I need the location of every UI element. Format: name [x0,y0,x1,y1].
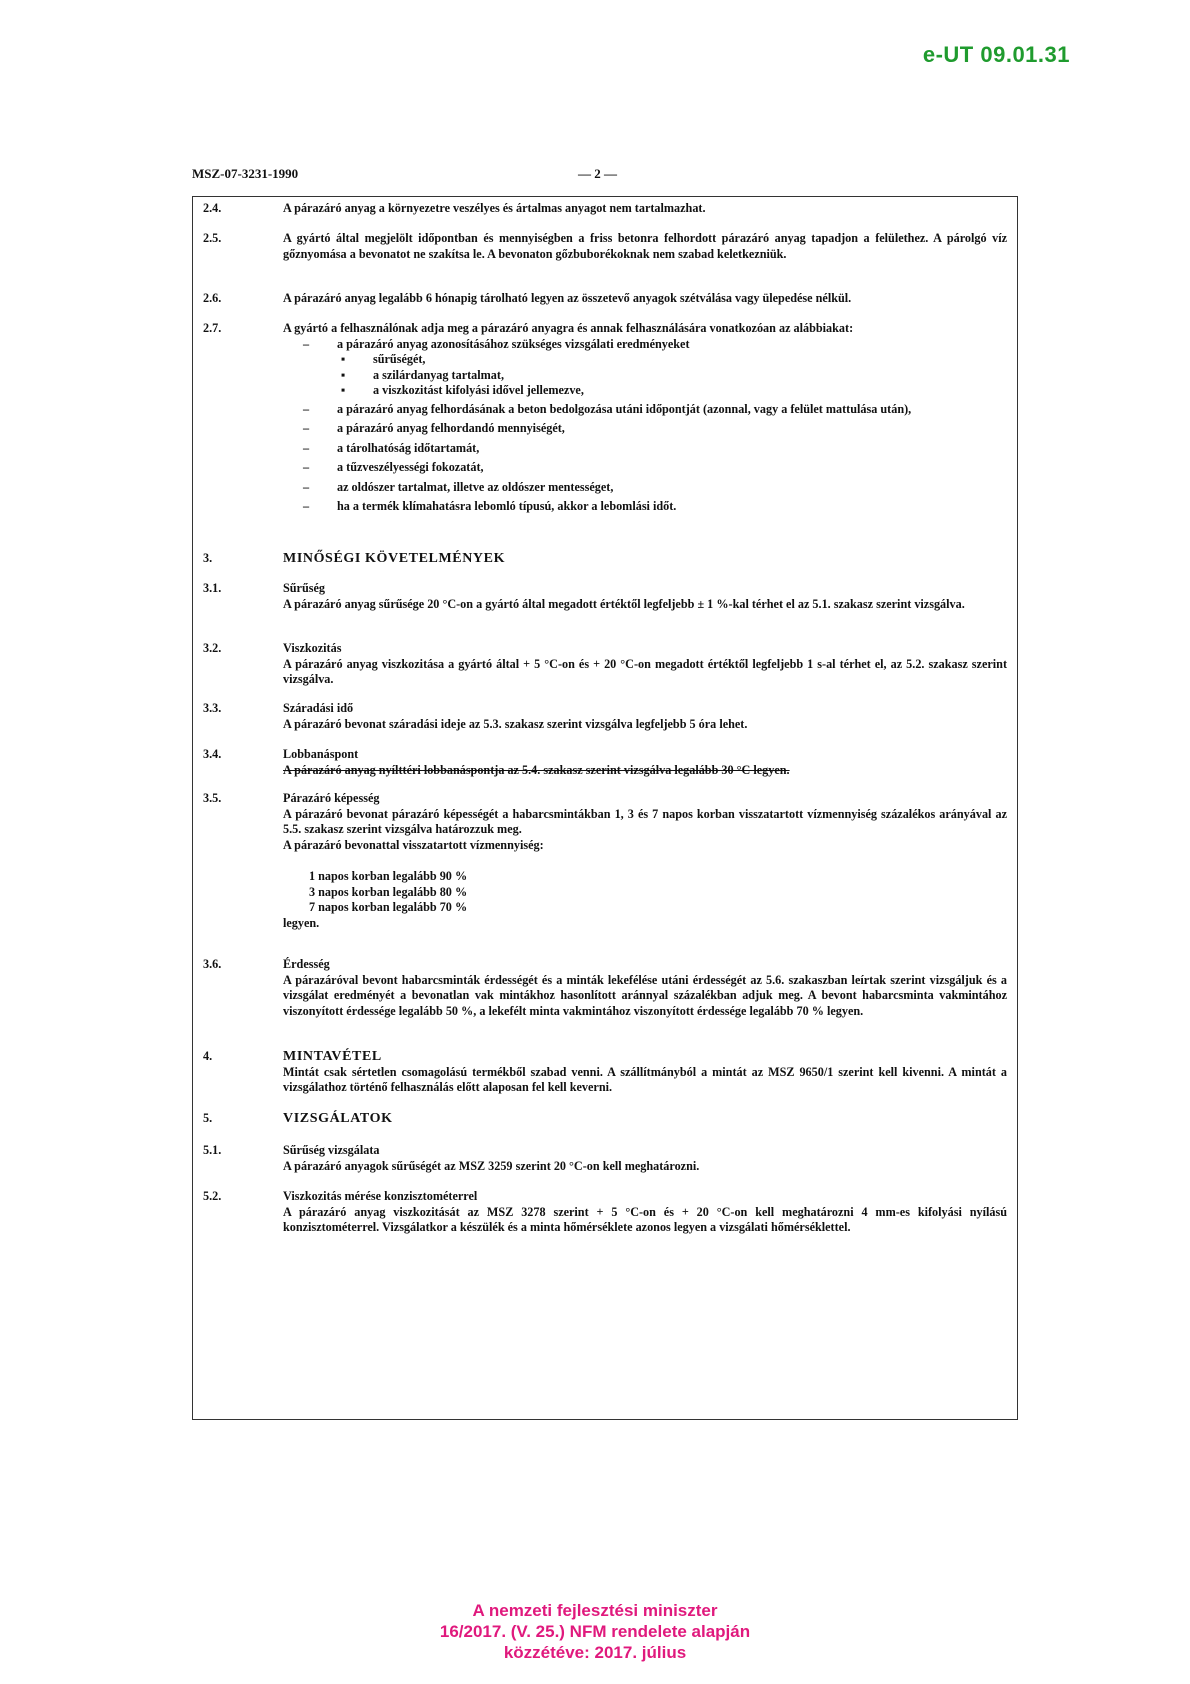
section-text: A párazáró anyag nyílttéri lobbanáspontja az 5.4. szakasz szerint vizsgálva legalább 30 °C legyen. [283,762,790,777]
section-text: A párazáró anyagok sűrűségét az MSZ 3259 szerint 20 °C-on kell meghatározni. [283,1158,700,1173]
list-item: – a párazáró anyag felhordandó mennyiségét, [303,421,565,435]
section-heading: MINŐSÉGI KÖVETELMÉNYEK [283,551,506,566]
section-heading: VIZSGÁLATOK [283,1111,393,1126]
footer-line: 16/2017. (V. 25.) NFM rendelete alapján [439,1622,751,1641]
subsection-title: Sűrűség [283,581,325,595]
list-item: – a tárolhatóság időtartamát, [303,440,480,455]
section-text: A párazáró anyag legalább 6 hónapig tárolható legyen az összetevő anyagok szétválása vagy ülepedése nélkül. [283,291,852,305]
section-number: 2.6. [203,291,222,305]
list-item: 1 napos korban legalább 90 % [309,869,468,883]
page-number: — 2 — [578,166,617,181]
standard-number: MSZ-07-3231-1990 [192,166,299,181]
subsection-title: Viszkozitás mérése konzisztométerrel [283,1189,478,1203]
section-number: 2.5. [203,231,222,245]
section-text: A párazáró anyag viszkozitását az MSZ 3278 szerint + 5 °C-on és + 20 °C-on kell meghatározni 4 mm-es kifolyási nyílású konzisztométerrel. Vizsgálatkor a készülék és a minta hőmérséklete azonos legyen a vizsgálati hőmérséklettel. [283,1204,1007,1234]
section-number: 3. [203,551,213,565]
subsection-title: Viszkozitás [283,641,342,655]
subsection-title: Lobbanáspont [283,747,359,761]
list-item: – a párazáró anyag felhordásának a beton bedolgozása utáni időpontját (azonnal, vagy a felület mattulása után), [303,401,912,416]
section-number: 3.1. [203,581,222,595]
list-item: 7 napos korban legalább 70 % [309,900,468,914]
section-number: 3.2. [203,641,222,655]
section-text: A párazáró anyag a környezetre veszélyes és ártalmas anyagot nem tartalmazhat. [283,201,706,215]
subsection-title: Párazáró képesség [283,791,380,805]
section-text: A párazáró bevonat párazáró képességét a habarcsmintákban 1, 3 és 7 napos korban visszatartott vízmennyiség százalékos arányával az 5.5. szakasz szerint vizsgálva határozzuk meg. [283,806,1007,836]
list-item: – az oldószer tartalmat, illetve az oldószer mentességet, [303,479,614,494]
footer-line: A nemzeti fejlesztési miniszter [472,1601,718,1620]
list-item: ▪ a szilárdanyag tartalmat, [341,367,504,382]
section-number: 2.4. [203,201,222,215]
section-text: A párazáró anyag viszkozitása a gyártó által + 5 °C-on és + 20 °C-on megadott értéktől legfeljebb 1 s-al térhet el, az 5.2. szakasz szerint vizsgálva. [283,656,1007,686]
publication-footer [0,1600,1190,1663]
section-number: 3.3. [203,701,222,715]
section-text: A párazáróval bevont habarcsminták érdességét és a minták lekefélése utáni érdességét az 5.6. szakaszban leírtak szerint vizsgáljuk és a vizsgálat eredményét a bevonatlan vak mintákhoz hasonlított aránnyal százalékban adjuk meg. A bevont habarcsminta vakmintához viszonyított érdessége legalább 50 %, a lekefélt minta vakmintához viszonyított érdessége legalább 70 % legyen. [283,972,1007,1018]
footer-line: közzétéve: 2017. július [503,1643,687,1662]
section-text: legyen. [283,915,320,930]
section-text: A párazáró bevonat száradási ideje az 5.3. szakasz szerint vizsgálva legfeljebb 5 óra lehet. [283,716,748,731]
section-heading: MINTAVÉTEL [283,1049,382,1064]
subsection-title: Száradási idő [283,701,354,715]
section-number: 4. [203,1049,213,1063]
document-code-stamp: e-UT 09.01.31 [922,42,1070,67]
list-item: 3 napos korban legalább 80 % [309,884,468,899]
subsection-title: Érdesség [283,957,330,971]
list-item: ▪ a viszkozitást kifolyási idővel jellemezve, [341,383,584,397]
list-item: – a párazáró anyag azonosításához szükséges vizsgálati eredményeket [303,336,690,351]
page-header [192,166,1024,182]
section-number: 5.1. [203,1143,222,1157]
section-number: 3.4. [203,747,222,761]
section-text: A párazáró bevonattal visszatartott vízmennyiség: [283,837,544,852]
section-intro: A gyártó a felhasználónak adja meg a párazáró anyagra és annak felhasználására vonatkozóan az alábbiakat: [283,321,854,335]
section-number: 5.2. [203,1189,222,1203]
list-item: – ha a termék klímahatásra lebomló típusú, akkor a lebomlási időt. [303,499,677,513]
section-text: A párazáró anyag sűrűsége 20 °C-on a gyártó által megadott értéktől legfeljebb ± 1 %-kal térhet el az 5.1. szakasz szerint vizsgálva. [283,596,965,611]
section-number: 3.5. [203,791,222,805]
section-text: Mintát csak sértetlen csomagolású termékből szabad venni. A szállítmányból a mintát az MSZ 9650/1 szerint kell kivenni. A mintát a vizsgálathoz történő felhasználás előtt alaposan fel kell keverni. [283,1064,1007,1094]
section-number: 3.6. [203,957,222,971]
list-item: – a tűzveszélyességi fokozatát, [303,460,484,474]
list-item: ▪ sűrűségét, [341,352,426,366]
section-number: 5. [203,1111,213,1125]
section-text: A gyártó által megjelölt időpontban és mennyiségben a friss betonra felhordott párazáró anyag tapadjon a felülethez. A párolgó víz gőznyomása a bevonatot ne szakítsa le. A bevonaton gőzbuborékoknak nem szabad keletkezniük. [283,231,1007,261]
section-body [283,321,1007,515]
subsection-title: Sűrűség vizsgálata [283,1143,380,1157]
section-number: 2.7. [203,321,222,335]
document-frame [192,196,1018,1420]
